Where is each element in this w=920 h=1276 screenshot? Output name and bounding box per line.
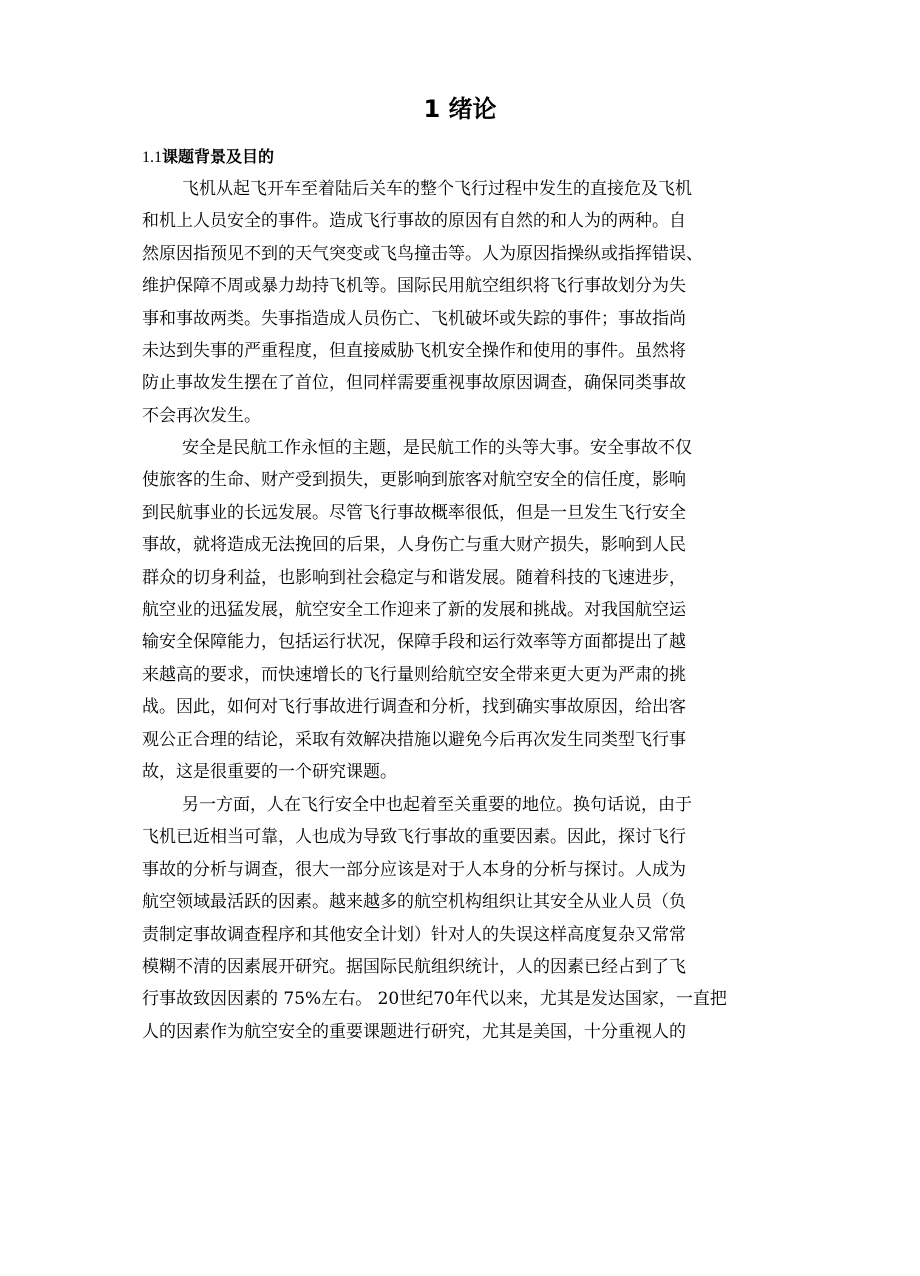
paragraph-line: 群众的切身利益，也影响到社会稳定与和谐发展。随着科技的飞速进步， (142, 567, 686, 588)
paragraph-line: 不会再次发生。 (142, 405, 261, 426)
paragraph-line: 模糊不清的因素展开研究。据国际民航组织统计，人的因素已经占到了飞 (142, 956, 686, 977)
chapter-title: 1 绪论 (423, 95, 497, 123)
paragraph-line: 输安全保障能力，包括运行状况，保障手段和运行效率等方面都提出了越 (142, 632, 686, 653)
paragraph-3 (142, 789, 782, 1048)
paragraph-line: 航空业的迅猛发展，航空安全工作迎来了新的发展和挑战。对我国航空运 (142, 599, 686, 620)
paragraph-line: 飞机从起飞开车至着陆后关车的整个飞行过程中发生的直接危及飞机 (182, 179, 692, 199)
paragraph-1 (142, 173, 782, 432)
paragraph-line: 维护保障不周或暴力劫持飞机等。国际民用航空组织将飞行事故划分为失 (142, 276, 686, 297)
paragraph-line: 另一方面，人在飞行安全中也起着至关重要的地位。换句话说，由于 (182, 795, 692, 815)
paragraph-line: 事和事故两类。失事指造成人员伤亡、飞机破坏或失踪的事件；事故指尚 (142, 308, 686, 329)
paragraph-line: 和机上人员安全的事件。造成飞行事故的原因有自然的和人为的两种。自 (142, 211, 686, 232)
paragraph-line: 防止事故发生摆在了首位，但同样需要重视事故原因调查，确保同类事故 (142, 373, 686, 394)
paragraph-line: 使旅客的生命、财产受到损失，更影响到旅客对航空安全的信任度，影响 (142, 470, 686, 491)
paragraph-line: 故，这是很重要的一个研究课题。 (142, 761, 397, 782)
paragraph-line: 然原因指预见不到的天气突变或飞鸟撞击等。人为原因指操纵或指挥错误、 (142, 243, 703, 264)
paragraph-line: 战。因此，如何对飞行事故进行调查和分析，找到确实事故原因，给出客 (142, 697, 686, 718)
paragraph-line: 飞机已近相当可靠，人也成为导致飞行事故的重要因素。因此，探讨飞行 (142, 827, 686, 848)
section-number: 1.1 (142, 149, 162, 166)
paragraph-line: 安全是民航工作永恒的主题，是民航工作的头等大事。安全事故不仅 (182, 438, 692, 458)
paragraph-line: 事故，就将造成无法挽回的后果，人身伤亡与重大财产损失，影响到人民 (142, 535, 686, 556)
paragraph-line: 行事故致因因素的 75%左右。 20世纪70年代以来，尤其是发达国家，一直把 (142, 989, 727, 1010)
paragraph-line: 航空领域最活跃的因素。越来越多的航空机构组织让其安全从业人员（负 (142, 892, 686, 913)
paragraph-2 (142, 432, 782, 788)
section-title: 课题背景及目的 (162, 147, 275, 166)
paragraph-line: 观公正合理的结论，采取有效解决措施以避免今后再次发生同类型飞行事 (142, 729, 686, 750)
paragraph-line: 责制定事故调查程序和其他安全计划）针对人的失误这样高度复杂又常常 (142, 924, 686, 945)
paragraph-line: 到民航事业的长远发展。尽管飞行事故概率很低，但是一旦发生飞行安全 (142, 502, 686, 523)
paragraph-line: 事故的分析与调查，很大一部分应该是对于人本身的分析与探讨。人成为 (142, 859, 686, 880)
paragraph-line: 人的因素作为航空安全的重要课题进行研究，尤其是美国，十分重视人的 (142, 1021, 686, 1042)
section-heading (142, 144, 274, 171)
paragraph-line: 未达到失事的严重程度，但直接威胁飞机安全操作和使用的事件。虽然将 (142, 340, 686, 361)
paragraph-line: 来越高的要求，而快速增长的飞行量则给航空安全带来更大更为严肃的挑 (142, 664, 686, 685)
